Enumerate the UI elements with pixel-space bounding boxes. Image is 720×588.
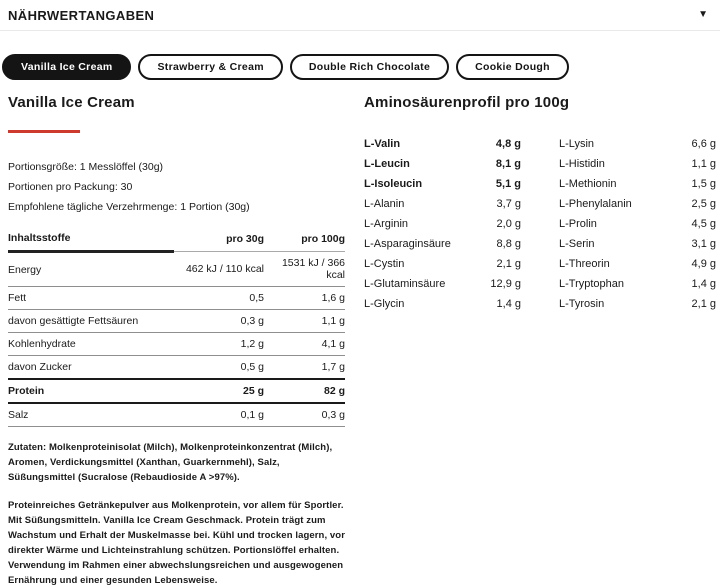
amino-value: 4,9 g bbox=[691, 258, 716, 270]
table-row bbox=[8, 310, 345, 333]
amino-value: 12,9 g bbox=[490, 278, 521, 290]
row-per100: 1531 kJ / 366 kcal bbox=[264, 252, 345, 287]
servings-per-pack-line: Portionen pro Packung: 30 bbox=[8, 181, 133, 193]
table-row bbox=[8, 252, 345, 287]
amino-name: L-Histidin bbox=[559, 158, 605, 170]
amino-value: 5,1 g bbox=[495, 178, 521, 190]
amino-row bbox=[559, 134, 716, 154]
tab-cookie-dough[interactable]: Cookie Dough bbox=[456, 54, 569, 80]
amino-row bbox=[364, 294, 521, 314]
amino-name: L-Cystin bbox=[364, 258, 405, 270]
amino-row bbox=[364, 274, 521, 294]
amino-value: 2,5 g bbox=[691, 198, 716, 210]
amino-value: 6,6 g bbox=[691, 138, 716, 150]
amino-row bbox=[559, 234, 716, 254]
row-name: Salz bbox=[8, 403, 174, 427]
row-per30: 25 g bbox=[174, 379, 264, 403]
amino-value: 1,1 g bbox=[691, 158, 716, 170]
amino-value: 1,4 g bbox=[691, 278, 716, 290]
amino-name: L-Prolin bbox=[559, 218, 597, 230]
tab-strawberry-cream[interactable]: Strawberry & Cream bbox=[138, 54, 282, 80]
amino-value: 2,1 g bbox=[691, 298, 716, 310]
serving-info bbox=[8, 157, 348, 217]
table-row bbox=[8, 333, 345, 356]
amino-profile-column bbox=[364, 80, 716, 588]
accordion-title: NÄHRWERTANGABEN bbox=[8, 7, 155, 23]
amino-name: L-Glycin bbox=[364, 298, 405, 310]
amino-value: 8,1 g bbox=[495, 158, 521, 170]
row-name: Fett bbox=[8, 287, 174, 310]
nutrition-table bbox=[8, 229, 345, 427]
header-per-30g: pro 30g bbox=[174, 229, 264, 252]
chevron-down-icon[interactable]: ▼ bbox=[698, 9, 708, 20]
accent-underline bbox=[8, 130, 80, 133]
row-per100: 1,7 g bbox=[264, 356, 345, 380]
amino-value: 2,0 g bbox=[496, 218, 521, 230]
amino-left-column bbox=[364, 134, 521, 314]
row-per100: 1,6 g bbox=[264, 287, 345, 310]
amino-row bbox=[364, 134, 521, 154]
amino-row bbox=[559, 154, 716, 174]
amino-name: L-Alanin bbox=[364, 198, 405, 210]
amino-value: 1,4 g bbox=[496, 298, 521, 310]
amino-value: 1,5 g bbox=[691, 178, 716, 190]
row-per30: 1,2 g bbox=[174, 333, 264, 356]
table-row bbox=[8, 356, 345, 380]
row-name: Protein bbox=[8, 379, 174, 403]
amino-profile-title: Aminosäurenprofil pro 100g bbox=[364, 94, 570, 111]
table-row bbox=[8, 403, 345, 427]
nutrition-column bbox=[8, 80, 348, 588]
amino-name: L-Serin bbox=[559, 238, 595, 250]
nutrition-panel bbox=[0, 80, 720, 588]
amino-name: L-Methionin bbox=[559, 178, 617, 190]
amino-name: L-Arginin bbox=[364, 218, 409, 230]
table-header-row bbox=[8, 229, 345, 252]
amino-name: L-Isoleucin bbox=[364, 178, 423, 190]
amino-name: L-Valin bbox=[364, 138, 401, 150]
amino-name: L-Lysin bbox=[559, 138, 595, 150]
row-per30: 0,1 g bbox=[174, 403, 264, 427]
row-per30: 462 kJ / 110 kcal bbox=[174, 252, 264, 287]
row-per30: 0,5 g bbox=[174, 356, 264, 380]
amino-value: 4,5 g bbox=[691, 218, 716, 230]
row-per30: 0,3 g bbox=[174, 310, 264, 333]
amino-row bbox=[364, 234, 521, 254]
amino-name: L-Glutaminsäure bbox=[364, 278, 446, 290]
row-name: Energy bbox=[8, 252, 174, 287]
amino-row bbox=[559, 294, 716, 314]
daily-intake-line: Empfohlene tägliche Verzehrmenge: 1 Portion (30g) bbox=[8, 201, 250, 213]
row-per30: 0,5 bbox=[174, 287, 264, 310]
amino-row bbox=[559, 194, 716, 214]
row-name: davon gesättigte Fettsäuren bbox=[8, 310, 174, 333]
amino-value: 2,1 g bbox=[496, 258, 521, 270]
row-per100: 0,3 g bbox=[264, 403, 345, 427]
nutrition-accordion-header[interactable] bbox=[0, 0, 720, 31]
amino-row bbox=[364, 154, 521, 174]
ingredients-text: Zutaten: Molkenproteinisolat (Milch), Molkenproteinkonzentrat (Milch), Aromen, Verdickungsmittel (Xanthan, Guarkernmehl), Salz, Süßungsmittel (Sucralose (Rebaudioside A >97%). bbox=[8, 442, 333, 483]
amino-value: 3,1 g bbox=[691, 238, 716, 250]
amino-row bbox=[364, 194, 521, 214]
tab-double-rich-chocolate[interactable]: Double Rich Chocolate bbox=[290, 54, 449, 80]
product-description-text: Proteinreiches Getränkepulver aus Molkenprotein, vor allem für Sportler. Mit Süßungsmitteln. Vanilla Ice Cream Geschmack. Protein trägt zum Wachstum und Erhalt der Muskelmasse bei. Kühl und trocken lagern, vor direkter Wärme und Lichteinstrahlung schützen. Portionslöffel erhalten. Verwendung im Rahmen einer abwechslungsreichen und ausgewogenen Ernährung und einer gesunden Lebensweise. bbox=[8, 500, 346, 586]
tab-vanilla-ice-cream[interactable]: Vanilla Ice Cream bbox=[2, 54, 131, 80]
amino-value: 8,8 g bbox=[496, 238, 521, 250]
amino-row bbox=[559, 254, 716, 274]
amino-row bbox=[364, 174, 521, 194]
amino-name: L-Phenylalanin bbox=[559, 198, 632, 210]
amino-row bbox=[559, 214, 716, 234]
amino-grid bbox=[364, 134, 716, 314]
amino-row bbox=[364, 214, 521, 234]
header-per-100g: pro 100g bbox=[264, 229, 345, 252]
amino-right-column bbox=[559, 134, 716, 314]
amino-value: 4,8 g bbox=[495, 138, 521, 150]
amino-name: L-Leucin bbox=[364, 158, 410, 170]
row-per100: 82 g bbox=[264, 379, 345, 403]
row-name: davon Zucker bbox=[8, 356, 174, 380]
row-per100: 4,1 g bbox=[264, 333, 345, 356]
table-row-protein bbox=[8, 379, 345, 403]
serving-size-line: Portionsgröße: 1 Messlöffel (30g) bbox=[8, 161, 164, 173]
amino-name: L-Threorin bbox=[559, 258, 610, 270]
amino-value: 3,7 g bbox=[496, 198, 521, 210]
amino-name: L-Tyrosin bbox=[559, 298, 605, 310]
amino-row bbox=[364, 254, 521, 274]
row-name: Kohlenhydrate bbox=[8, 333, 174, 356]
flavor-tabs bbox=[0, 31, 720, 80]
flavor-title: Vanilla Ice Cream bbox=[8, 94, 135, 111]
amino-row bbox=[559, 174, 716, 194]
row-per100: 1,1 g bbox=[264, 310, 345, 333]
amino-name: L-Asparaginsäure bbox=[364, 238, 451, 250]
table-row bbox=[8, 287, 345, 310]
amino-name: L-Tryptophan bbox=[559, 278, 625, 290]
amino-row bbox=[559, 274, 716, 294]
header-ingredients: Inhaltsstoffe bbox=[8, 229, 174, 252]
